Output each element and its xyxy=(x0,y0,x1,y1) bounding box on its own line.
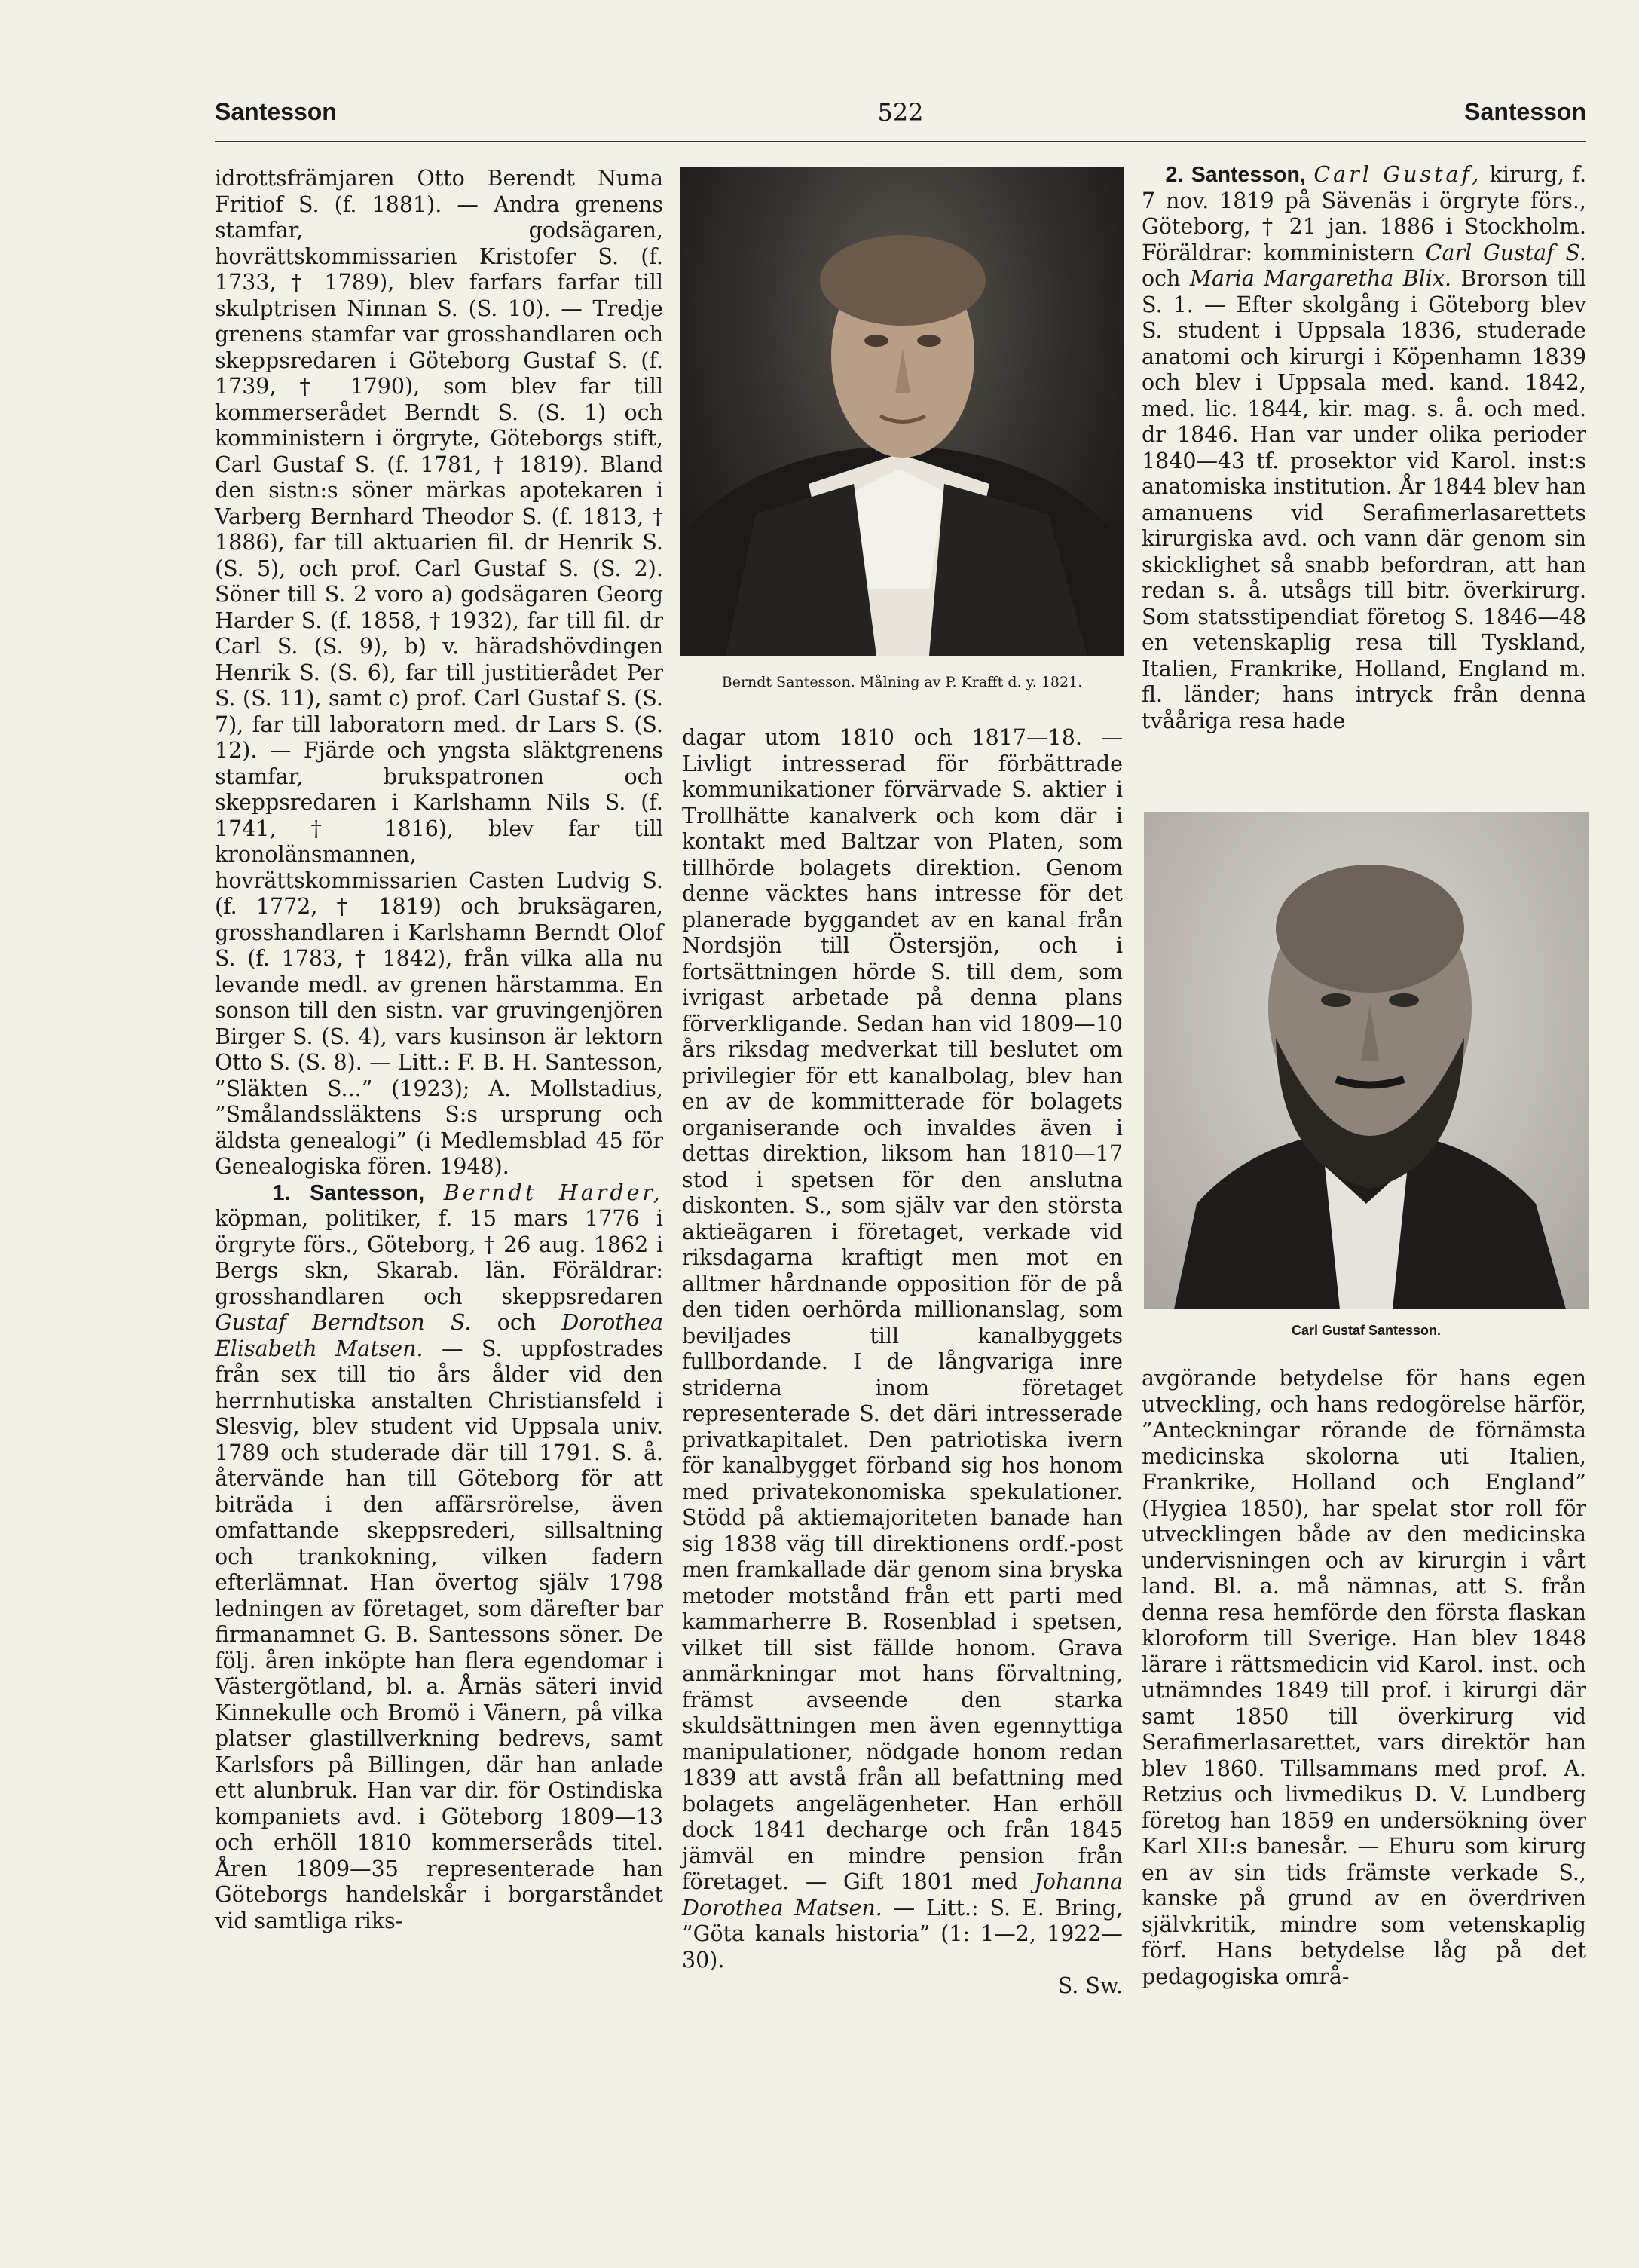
entry-1-wife: Johanna Dorothea Matsen. xyxy=(682,1869,1123,1921)
entry-1-signature: S. Sw. xyxy=(1057,1973,1123,1998)
entry-2-number: 2. xyxy=(1165,163,1184,187)
entry-1-father: Gustaf Berndtson S. xyxy=(215,1310,472,1335)
entry-1-och: och xyxy=(497,1310,537,1335)
entry-2-surname: Santesson, xyxy=(1191,163,1306,187)
entry-2-paragraph xyxy=(1142,162,1586,734)
entry-1-continuation xyxy=(682,725,1123,1973)
entry-1-text-a: köpman, politiker, f. 15 mars 1776 i örgryte förs., Göteborg, † 26 aug. 1862 i Bergs skn, Skarab. län. Föräldrar: grosshandlaren och skeppsredaren xyxy=(215,1206,663,1309)
entry-2-och: och xyxy=(1142,266,1181,291)
column-right-top xyxy=(1142,162,1586,734)
header-rule xyxy=(215,141,1586,142)
entry-1-paragraph xyxy=(215,1180,663,1935)
entry-1-cont-text-a: dagar utom 1810 och 1817—18. — Livligt intresserad för förbättrade kommunikationer förvärvade S. aktier i Trollhätte kanalverk och kom där i kontakt med Baltzar von Platen, som tillhörde bolagets direktion. Genom denne väcktes hans intresse för det planerade byggandet av en kanal från Nordsjön till Östersjön, och i fortsättningen hörde S. till dem, som ivrigast arbetade på denna plans förverkligande. Sedan han vid 1809—10 års riksdag medverkat till beslutet om privilegier för ett kanalbolag, blev han en av de kommitterade för bolagets organiserande och invaldes även i dettas direktion, liksom han 1810—17 stod i spetsen för den anslutna diskonten. S., som själv var den största aktieägaren i företaget, verkade vid riksdagarna kraftigt men mot en alltmer hårdnande opposition för de på den tiden oerhörda millionanslag, som beviljades till kanalbyggets fullbordande. I de långvariga inre striderna inom företaget representerade S. det däri intresserade privatkapitalet. Den patriotiska ivern för kanalbygget förband sig hos honom med privatekonomiska spekulationer. Stödd på aktiemajoriteten banade han sig 1838 väg till direktionens ordf.-post men framkallade där genom sina bryska metoder motstånd från ett parti med kammarherre B. Rosenblad i spetsen, vilket till sist fällde honom. Grava anmärkningar mot hans förvaltning, främst avseende den starka skuldsättningen men även egennyttiga manipulationer, nödgade honom redan 1839 att avstå från all befattning med bolagets angelägenheter. Han erhöll dock 1841 decharge och från 1845 jämväl en mindre pension från företaget. — Gift 1801 med xyxy=(682,725,1123,1894)
entry-1-cont-text-b: — Litt.: S. E. Bring, ”Göta kanals historia” (1: 1—2, 1922—30). xyxy=(682,1895,1123,1973)
entry-1-mother: Dorothea Elisabeth Matsen. xyxy=(215,1310,663,1361)
portrait-1-caption: Berndt Santesson. Målning av P. Krafft d. y. 1821. xyxy=(721,674,1083,690)
entry-1-text-b: — S. uppfostrades från sex till tio års ålder vid den herrnhutiska anstalten Christiansfeld i Slesvig, blev student vid Uppsala univ. 1789 och studerade där till 1791. S. å. återvände han till Göteborg för att biträda i den affärsrörelse, även omfattande skeppsrederi, sillsaltning och trankokning, vilken fadern efterlämnat. Han övertog själv 1798 ledningen av företaget, som därefter bar firmanamnet G. B. Santessons söner. De följ. åren inköpte han flera egendomar i Västergötland, bl. a. Årnäs säteri invid Kinnekulle och Bromö i Vänern, på vilka platser glastillverkning bedrevs, samt Karlsfors på Billingen, där han anlade ett alunbruk. Han var dir. för Ostindiska kompaniets avd. i Göteborg 1809—13 och erhöll 1810 kommerseråds titel. Åren 1809—35 representerade han Göteborgs handelskår i borgarståndet vid samtliga riks- xyxy=(215,1336,663,1933)
entry-1-given-names: Berndt Harder, xyxy=(443,1180,663,1205)
entry-2-text-a: kirurg, f. 7 nov. 1819 på Sävenäs i örgryte förs., Göteborg, † 21 jan. 1886 i Stockholm. Föräldrar: komministern xyxy=(1142,162,1586,265)
portrait-carl-gustaf-santesson xyxy=(1144,812,1589,1309)
entry-1-surname: Santesson, xyxy=(310,1180,425,1205)
header-left-title: Santesson xyxy=(215,98,337,125)
column-middle xyxy=(682,725,1123,2000)
entry-2-mother: Maria Margaretha Blix. xyxy=(1189,266,1452,291)
entry-2-given-names: Carl Gustaf, xyxy=(1313,162,1482,187)
entry-2-father: Carl Gustaf S. xyxy=(1425,240,1586,265)
entry-1-number: 1. xyxy=(272,1180,291,1205)
entry-2-continuation: avgörande betydelse för hans egen utveckling, och hans redogörelse härför, ”Anteckningar rörande de förnämsta medicinska skolorna uti Italien, Frankrike, Holland och England” (Hygiea 1850), har spelat stor roll för utvecklingen både av den medicinska undervisningen och av kirurgin i vårt land. Bl. a. må nämnas, att S. från denna resa hemförde den första flaskan kloroform till Sverige. Han blev 1848 lärare i rättsmedicin vid Karol. inst. och utnämndes 1849 till prof. i kirurgi där samt 1850 till överkirurg vid Serafimerlasarettet, vars direktör han blev 1860. Tillsammans med prof. A. Retzius och livmedikus D. V. Lundberg företog han 1859 en undersökning över Karl XII:s banesår. — Ehuru som kirurg en av sin tids främste verkade S., kanske på grund av en överdriven självkritik, mindre som vetenskaplig förf. Hans betydelse låg på det pedagogiska områ- xyxy=(1142,1366,1586,1989)
portrait-berndt-santesson xyxy=(680,167,1124,656)
header-right-title: Santesson xyxy=(1464,98,1586,125)
running-header xyxy=(215,98,1586,143)
entry-2-text-b: Brorson till S. 1. — Efter skolgång i Göteborg blev S. student i Uppsala 1836, studerade anatomi och kirurgi i Köpenhamn 1839 och blev i Uppsala med. kand. 1842, med. lic. 1844, kir. mag. s. å. och med. dr 1846. Han var under olika perioder 1840—43 tf. prosektor vid Karol. inst:s anatomiska institution. År 1844 blev han amanuens vid Serafimerlasarettets kirurgiska avd. och vann där genom sin skicklighet så snabb befordran, att han redan s. å. utsågs till bitr. överkirurg. Som statsstipendiat företog S. 1846—48 en vetenskaplig resa till Tyskland, Italien, Frankrike, Holland, England m. fl. länder; hans intryck från denna tvååriga resa hade xyxy=(1142,266,1586,733)
family-intro-paragraph: idrottsfrämjaren Otto Berendt Numa Fritiof S. (f. 1881). — Andra grenens stamfar, godsägaren, hovrättskommissarien Kristofer S. (f. 1733, † 1789), blev farfars farfar till skulptrisen Ninnan S. (S. 10). — Tredje grenens stamfar var grosshandlaren och skeppsredaren i Göteborg Gustaf S. (f. 1739, † 1790), som blev far till kommerserådet Berndt S. (S. 1) och komministern i örgryte, Göteborgs stift, Carl Gustaf S. (f. 1781, † 1819). Bland den sistn:s söner märkas apotekaren i Varberg Bernhard Theodor S. (f. 1813, † 1886), far till aktuarien fil. dr Henrik S. (S. 5), och prof. Carl Gustaf S. (S. 2). Söner till S. 2 voro a) godsägaren Georg Harder S. (f. 1858, † 1932), far till fil. dr Carl S. (S. 9), b) v. häradshövdingen Henrik S. (S. 6), far till justitierådet Per S. (S. 11), samt c) prof. Carl Gustaf S. (S. 7), far till laboratorn med. dr Lars S. (S. 12). — Fjärde och yngsta släktgrenens stamfar, brukspatronen och skeppsredaren i Karlshamn Nils S. (f. 1741, † 1816), blev far till kronolänsmannen, hovrättskommissarien Casten Ludvig S. (f. 1772, † 1819) och bruksägaren, grosshandlaren i Karlshamn Berndt Olof S. (f. 1783, † 1842), från vilka alla nu levande medl. av grenen härstamma. En sonson till den sistn. var gruvingenjören Birger S. (S. 4), vars kusinson är lektorn Otto S. (S. 8). — Litt.: F. B. H. Santesson, ”Släkten S...” (1923); A. Mollstadius, ”Smålandssläktens S:s ursprung och äldsta genealogi” (i Medlemsblad 45 för Genealogiska fören. 1948). xyxy=(215,166,663,1179)
page-number: 522 xyxy=(877,98,924,127)
column-right-bottom xyxy=(1142,1366,1586,1990)
column-left xyxy=(215,166,663,1934)
portrait-2-caption: Carl Gustaf Santesson. xyxy=(1291,1323,1442,1338)
